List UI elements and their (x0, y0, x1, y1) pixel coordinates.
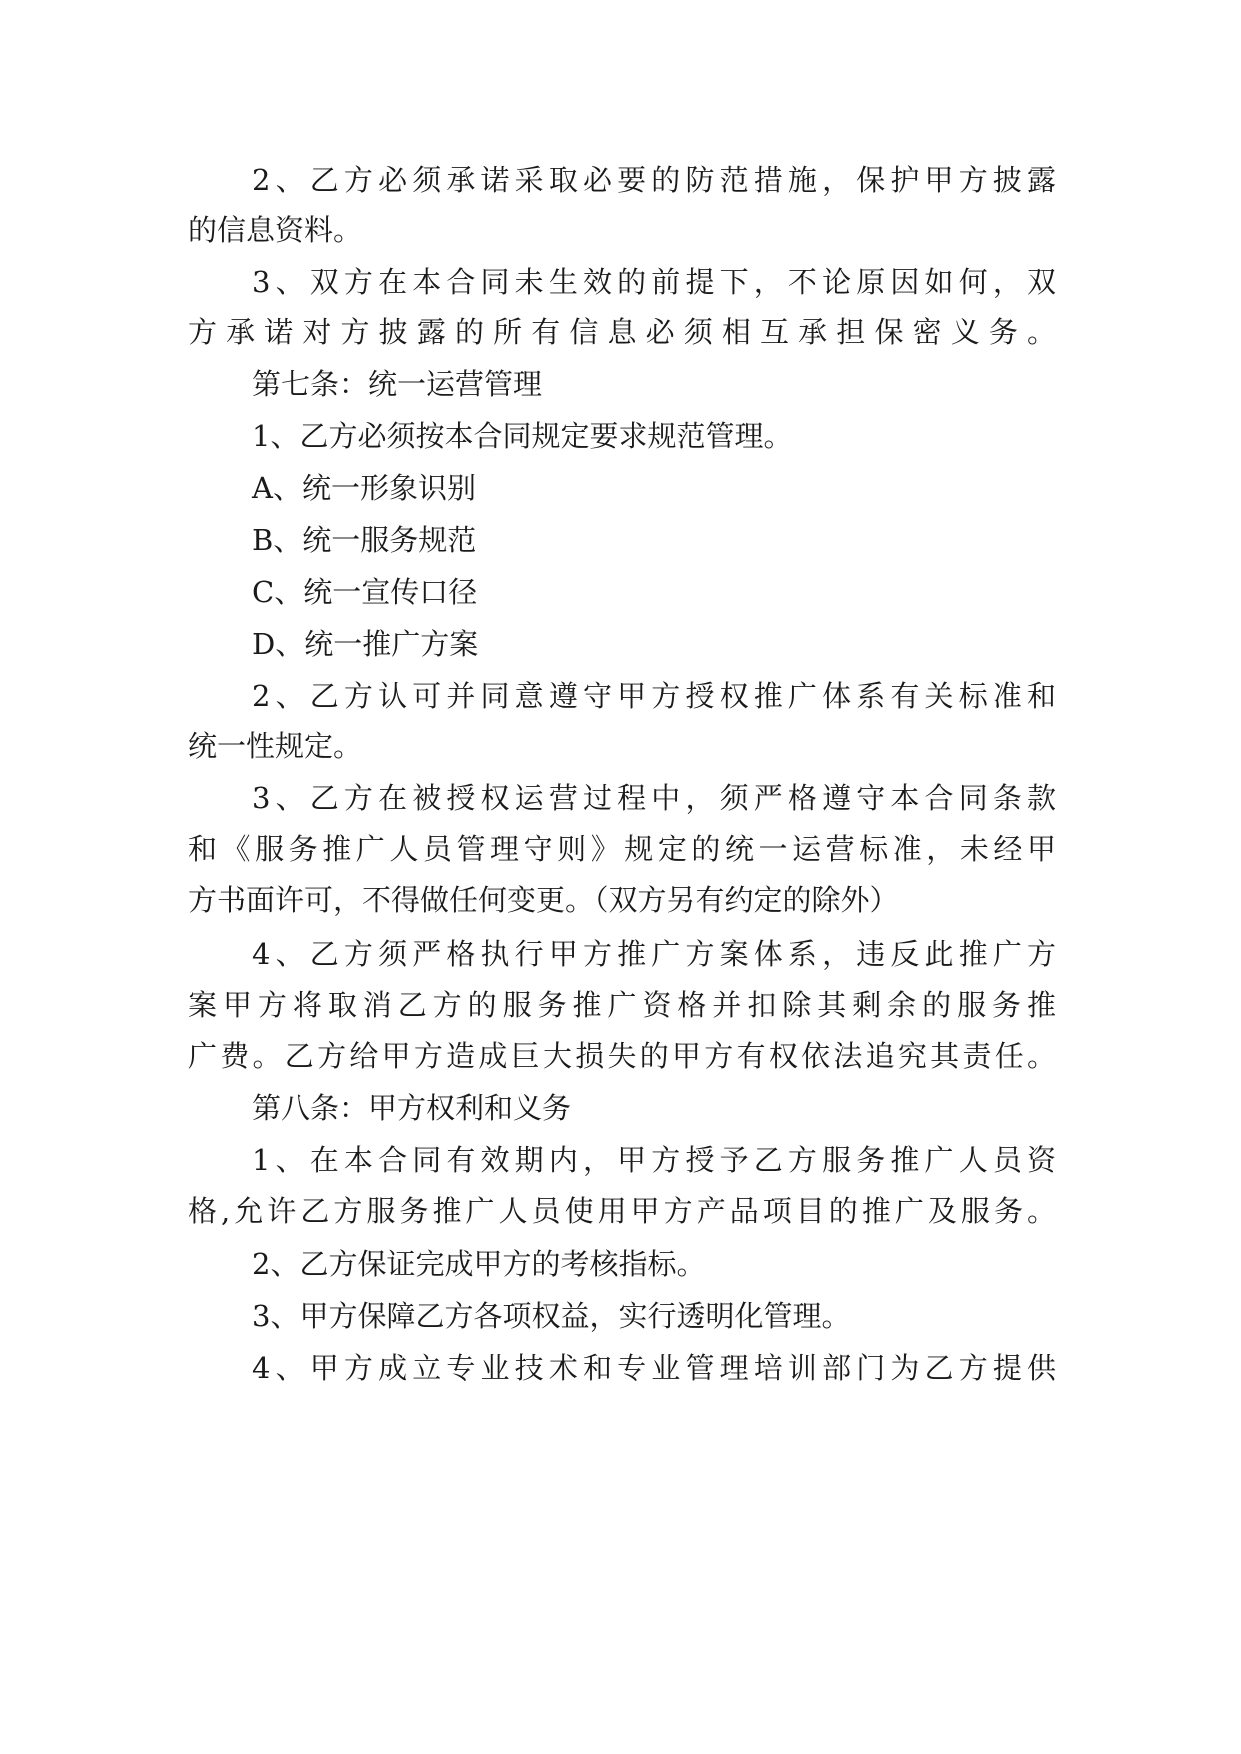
paragraph-line: 方书面许可，不得做任何变更。（双方另有约定的除外） (188, 883, 899, 917)
list-item: C、统一宣传口径 (252, 575, 478, 609)
paragraph-line: 2、乙方必须承诺采取必要的防范措施，保护甲方披露 (252, 163, 1056, 197)
paragraph-line: 2、乙方认可并同意遵守甲方授权推广体系有关标准和 (252, 679, 1056, 713)
paragraph-line: 4、乙方须严格执行甲方推广方案体系，违反此推广方 (252, 937, 1056, 971)
paragraph-line: 4、甲方成立专业技术和专业管理培训部门为乙方提供 (252, 1351, 1056, 1385)
paragraph-line: 的信息资料。 (188, 213, 363, 247)
paragraph-line: 2、乙方保证完成甲方的考核指标。 (252, 1247, 706, 1281)
paragraph-line: 3、双方在本合同未生效的前提下，不论原因如何，双 (252, 265, 1056, 299)
section-heading: 第八条：甲方权利和义务 (252, 1091, 572, 1125)
paragraph-line: 和《服务推广人员管理守则》规定的统一运营标准，未经甲 (188, 832, 1056, 866)
paragraph-line: 1、乙方必须按本合同规定要求规范管理。 (252, 419, 793, 453)
paragraph-line: 案甲方将取消乙方的服务推广资格并扣除其剩余的服务推 (188, 988, 1056, 1022)
list-item: A、统一形象识别 (252, 471, 476, 505)
paragraph-line: 统一性规定。 (188, 729, 363, 763)
paragraph-line: 广费。乙方给甲方造成巨大损失的甲方有权依法追究其责任。 (188, 1039, 1056, 1073)
paragraph-line: 1、在本合同有效期内，甲方授予乙方服务推广人员资 (252, 1143, 1056, 1177)
paragraph-line: 3、乙方在被授权运营过程中，须严格遵守本合同条款 (252, 781, 1056, 815)
list-item: D、统一推广方案 (252, 627, 479, 661)
paragraph-line: 格,允许乙方服务推广人员使用甲方产品项目的推广及服务。 (188, 1194, 1056, 1228)
section-heading: 第七条：统一运营管理 (252, 367, 543, 401)
paragraph-line: 3、甲方保障乙方各项权益，实行透明化管理。 (252, 1299, 851, 1333)
paragraph-line: 方承诺对方披露的所有信息必须相互承担保密义务。 (188, 315, 1056, 349)
list-item: B、统一服务规范 (252, 523, 477, 557)
